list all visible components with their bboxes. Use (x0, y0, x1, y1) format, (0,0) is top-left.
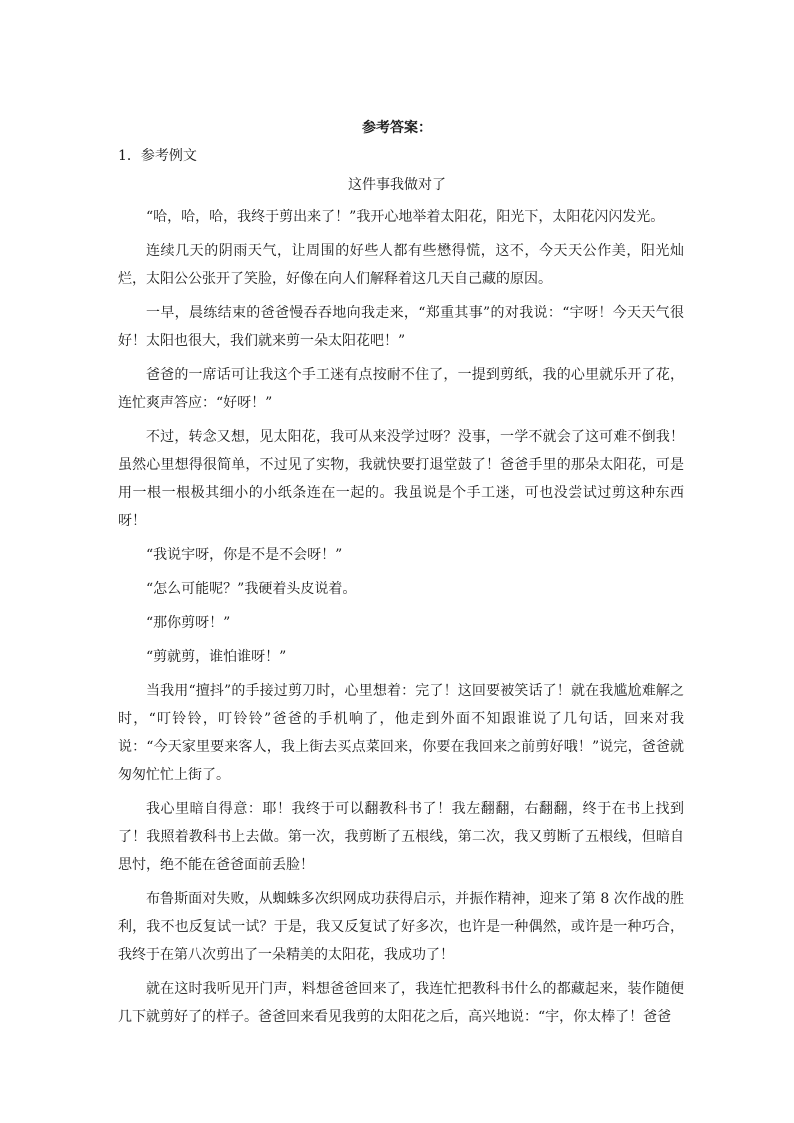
paragraph: “剪就剪，谁怕谁呀！” (146, 649, 287, 665)
answer-heading: 参考答案： (362, 120, 432, 136)
paragraph: 连续几天的阴雨天气，让周围的好些人都有些懋得慌，这不，今天天公作美，阳光灿烂，太阳公公张开了笑脸，好像在向人们解释着这几天自己藏的原因。 (118, 243, 684, 287)
paragraph: 不过，转念又想，见太阳花，我可从来没学过呀？没事，一学不就会了这可难不倒我！虽然心里想得很简单，不过见了实物，我就快要打退堂鼓了！爸爸手里的那朵太阳花，可是用一根一根极其细小的小纸条连在一起的。我虽说是个手工迷，可也没尝试过剪这种东西呀！ (118, 429, 684, 529)
essay-title: 这件事我做对了 (348, 177, 446, 193)
paragraph: 一早，晨练结束的爸爸慢吞吞地向我走来，“郑重其事”的对我说：“宇呀！今天天气很好！太阳也很大，我们就来剪一朵太阳花吧！” (118, 305, 684, 349)
paragraph: “怎么可能呢？”我硬着头皮说着。 (146, 581, 357, 597)
paragraph: “哈，哈，哈，我终于剪出来了！”我开心地举着太阳花，阳光下，太阳花闪闪发光。 (146, 209, 665, 225)
paragraph: 布鲁斯面对失败，从蜘蛛多次织网成功获得启示，并振作精神，迎来了第 8 次作战的胜利，我不也反复试一试？于是，我又反复试了好多次，也许是一种偶然，或许是一种巧合，我终于在第八次剪出了一朵精美的太阳花，我成功了！ (118, 891, 684, 963)
paragraph: 我心里暗自得意：耶！我终于可以翻教科书了！我左翻翻，右翻翻，终于在书上找到了！我照着教科书上去做。第一次，我剪断了五根线，第二次，我又剪断了五根线，但暗自思忖，绝不能在爸爸面前丢脸！ (118, 801, 684, 873)
question-number: 1．参考例文 (118, 148, 197, 164)
paragraph: 爸爸的一席话可让我这个手工迷有点按耐不住了，一提到剪纸，我的心里就乐开了花，连忙爽声答应：“好呀！” (118, 367, 684, 411)
paragraph: 当我用“擅抖”的手接过剪刀时，心里想着：完了！这回要被笑话了！就在我尴尬难解之时，“叮铃铃，叮铃铃”爸爸的手机响了，他走到外面不知跟谁说了几句话，回来对我说：“今天家里要来客人，我上街去买点菜回来，你要在我回来之前剪好哦！”说完，爸爸就匆匆忙忙上街了。 (118, 683, 684, 783)
paragraph: “我说宇呀，你是不是不会呀！” (146, 547, 343, 563)
paragraph: “那你剪呀！” (146, 615, 231, 631)
essay-body (118, 203, 684, 1037)
paragraph: 就在这时我听见开门声，料想爸爸回来了，我连忙把教科书什么的都藏起来，装作随便几下就剪好了的样子。爸爸回来看见我剪的太阳花之后，高兴地说：“宇，你太棒了！爸爸 (118, 981, 684, 1025)
